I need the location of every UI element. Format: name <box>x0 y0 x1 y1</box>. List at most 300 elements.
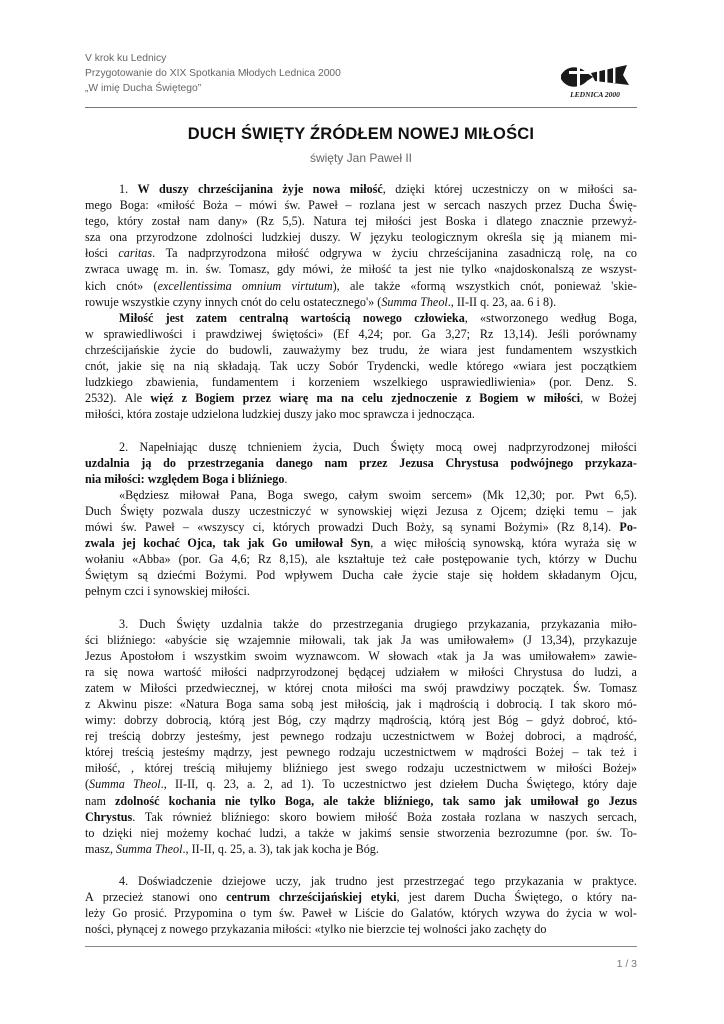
word: miłował <box>179 487 220 502</box>
word: Pana, <box>230 487 257 502</box>
word: ności, <box>85 922 114 937</box>
text-line <box>85 278 637 294</box>
word: o <box>571 890 578 905</box>
word: dobroci, <box>525 729 566 744</box>
word: umiłował <box>530 793 579 808</box>
header-divider <box>85 107 637 108</box>
word: ad <box>281 777 293 792</box>
word: są <box>137 568 148 583</box>
word: celu <box>279 294 301 309</box>
word: jak <box>504 793 522 808</box>
word: udziałem <box>395 664 440 679</box>
text-line <box>85 760 637 776</box>
word: swoim <box>254 648 287 663</box>
word: jakimś <box>359 825 392 840</box>
word: Jezus <box>608 793 637 808</box>
word: usprawiedliwienia» <box>440 375 536 390</box>
word: Bożej <box>485 729 514 744</box>
word: nowa <box>127 664 154 679</box>
word: nia <box>85 471 102 486</box>
word: zauważymy <box>282 342 341 357</box>
word: drugiego <box>414 616 458 631</box>
word: «tylko <box>314 922 346 937</box>
word: wszystkich <box>455 278 510 293</box>
word: fundamentem <box>211 375 279 390</box>
word: miłość <box>276 246 310 261</box>
word: się <box>150 359 165 374</box>
word: dlatego <box>496 214 533 229</box>
text-line <box>85 439 637 455</box>
word: jest <box>414 262 432 277</box>
word: znacznie <box>540 214 584 229</box>
word: q. <box>206 777 216 792</box>
word: nie <box>224 793 241 808</box>
word: duszę <box>208 439 237 454</box>
word: dobrzy <box>124 713 158 728</box>
word: Doświadczenie <box>137 874 213 889</box>
word: Go <box>112 906 128 921</box>
word: zatem <box>196 310 228 325</box>
word: przestrzegania <box>187 455 264 470</box>
word: tak <box>223 536 240 551</box>
word: chrześcijańskie <box>85 342 160 357</box>
word: ostatecznego'» <box>303 294 375 309</box>
word: ale <box>323 793 339 808</box>
text-line <box>85 712 637 728</box>
word: miłości: <box>272 922 312 937</box>
word: (por. <box>549 375 572 390</box>
word: kształtuje <box>337 552 385 567</box>
word: masz, <box>85 841 113 856</box>
word: (por. <box>178 552 202 567</box>
word: w <box>267 680 277 695</box>
word: «Natura <box>179 697 219 711</box>
word: nie <box>348 922 364 937</box>
word: czci <box>124 584 145 599</box>
word: Św. <box>573 680 591 695</box>
word: zwala <box>85 536 115 551</box>
word: wyznawcom. <box>295 648 360 663</box>
word: tych, <box>516 552 541 567</box>
word: II-II, <box>174 777 199 792</box>
word: (J <box>523 632 532 647</box>
word: jest <box>320 697 338 711</box>
word: wszystkim <box>194 648 247 663</box>
word: duszy <box>211 503 241 518</box>
word: dziejowe <box>222 874 266 889</box>
text-line <box>85 921 637 937</box>
word: darem <box>434 890 465 905</box>
word: Apostołom <box>119 648 174 663</box>
word: początkiem <box>580 359 637 374</box>
word: miłości <box>577 182 614 196</box>
word: rej <box>85 729 98 744</box>
word: – <box>526 713 533 728</box>
word: z <box>476 503 483 518</box>
word: porównamy <box>578 326 637 341</box>
word: który <box>117 214 144 229</box>
word: sama <box>258 697 284 711</box>
word: Duch <box>139 616 166 631</box>
word: kocha <box>311 841 341 856</box>
word: też <box>392 552 407 567</box>
word: uczestnictwem <box>383 745 457 760</box>
word: według <box>560 310 597 325</box>
word: – <box>345 198 352 213</box>
word: przecież <box>102 890 144 905</box>
word: chrześcijanina <box>198 182 273 196</box>
logo-caption: LEDNICA 2000 <box>570 90 620 99</box>
word: daje <box>616 777 637 792</box>
word: czyny <box>172 294 202 309</box>
word: także <box>273 616 299 631</box>
word: nią <box>193 359 209 374</box>
word: Boga <box>226 697 252 711</box>
text-line <box>85 793 637 809</box>
word: «stworzonego <box>480 310 549 325</box>
word: tak <box>587 745 603 760</box>
word: płynącej <box>116 922 158 937</box>
text-line <box>85 342 637 358</box>
word: rodzaju <box>335 729 372 744</box>
word: centrum <box>226 890 270 905</box>
word: przedwiecznej, <box>185 680 259 695</box>
word: sza <box>85 230 101 245</box>
word: zatem <box>85 680 114 695</box>
word: prawdziwy <box>455 680 510 695</box>
word: miłości, <box>85 407 124 422</box>
word: uczy, <box>275 874 301 889</box>
word: dziećmi <box>157 568 196 583</box>
word: uczestnictwem <box>454 761 527 776</box>
word: naszych <box>548 809 588 824</box>
word: całe <box>383 568 403 583</box>
word: w <box>591 391 601 406</box>
word: bliźniego: <box>107 632 156 647</box>
word: i <box>147 584 151 599</box>
word: stanowi <box>152 890 190 905</box>
word: Bogiem <box>479 391 519 406</box>
word: Bożymi» <box>504 519 549 534</box>
word: która <box>126 407 152 422</box>
word: Boska <box>445 214 476 229</box>
word: rolę, <box>571 246 594 261</box>
paragraph-gap <box>85 599 637 615</box>
word: miłowali, <box>299 632 346 647</box>
word: uczestnictwo <box>343 777 407 792</box>
word: nowa <box>312 182 341 196</box>
word: bowiem <box>316 809 356 824</box>
word: nadprzyrodzona <box>188 246 267 261</box>
word: i <box>484 214 488 229</box>
word: tylko <box>461 262 487 277</box>
word: wzywa <box>505 906 540 921</box>
word: więzi <box>401 503 428 518</box>
text-line <box>85 551 637 567</box>
word: o <box>239 906 246 921</box>
word: dobrocią. <box>496 697 543 711</box>
word: się <box>104 664 118 679</box>
text-line <box>85 889 637 905</box>
word: swój <box>424 680 448 695</box>
word: mądrością, <box>378 713 432 728</box>
word: Pwt <box>585 487 605 502</box>
word: św. <box>284 198 301 213</box>
word: miło- <box>610 616 637 631</box>
word: 4,6; <box>231 552 250 567</box>
word: Ojca, <box>187 536 216 551</box>
word: synowskiej <box>153 584 209 599</box>
word: 6,5). <box>614 487 637 502</box>
word: (Mk <box>482 487 504 502</box>
word: bezrozumne <box>498 825 558 840</box>
word: virtutum), <box>291 278 340 293</box>
word: w <box>427 198 437 213</box>
word: wol- <box>614 906 637 921</box>
word: na- <box>621 890 637 905</box>
word: centralną <box>239 310 289 325</box>
word: skoro <box>279 809 307 824</box>
word: łości <box>85 246 108 261</box>
word: wartością <box>300 310 351 325</box>
word: samo <box>468 793 496 808</box>
word: Święty <box>390 439 425 454</box>
word: – <box>572 745 579 760</box>
word: także <box>308 825 334 840</box>
word: w <box>530 809 540 824</box>
text-line <box>85 728 637 744</box>
text-line <box>85 229 637 245</box>
word: nadprzyrodzonej <box>508 439 590 454</box>
word: postępowanie <box>442 552 509 567</box>
word: przestrzegać <box>403 874 465 889</box>
word: uczestnictwem <box>382 729 455 744</box>
word: miłości <box>601 439 637 454</box>
word: przez <box>242 391 271 406</box>
word: a. <box>248 841 257 856</box>
word: 3,27; <box>445 326 471 341</box>
text-line <box>85 535 637 551</box>
word: umiłowałem» <box>529 648 597 663</box>
word: przykazania <box>504 874 564 889</box>
word: że <box>418 342 430 357</box>
word: 2. <box>119 439 129 454</box>
word: w <box>465 729 475 744</box>
word: miłość, <box>85 761 121 776</box>
word: jest <box>554 359 572 374</box>
word: na <box>340 391 354 406</box>
word: którą <box>439 713 465 728</box>
word: II-II <box>456 294 478 309</box>
word: jest <box>402 198 420 213</box>
word: pełnym <box>85 584 122 599</box>
text-line <box>85 471 637 487</box>
word: fundamentem <box>505 342 573 357</box>
word: Boga: <box>119 198 149 213</box>
word: rodzaju <box>338 745 376 760</box>
word: mówi <box>85 519 113 534</box>
word: z <box>85 697 91 711</box>
word: 4,24; <box>358 326 384 341</box>
page-number: 1 / 3 <box>616 958 637 970</box>
word: was <box>419 632 439 647</box>
word: dobroć, <box>572 713 610 728</box>
word: bierzcie <box>366 922 406 937</box>
word: 'skie- <box>611 278 637 293</box>
word: jest <box>473 713 490 728</box>
word: których <box>272 519 310 534</box>
word: Bogiem <box>195 391 235 406</box>
word: 1). <box>300 777 314 792</box>
text-line <box>85 390 637 406</box>
word: mi- <box>619 230 637 245</box>
word: Chrystusa <box>513 664 563 679</box>
word: uzdalnia <box>221 616 263 631</box>
word: ra <box>85 664 95 679</box>
paragraph-gap <box>85 857 637 873</box>
word: cnota <box>321 680 348 695</box>
word: (excellentissima <box>153 278 232 293</box>
word: W <box>368 648 380 663</box>
word: gdyż <box>540 713 565 728</box>
header-occasion: Przygotowanie do XIX Spotkania Młodych Lednica 2000 <box>85 68 341 79</box>
word: Miłość <box>119 310 154 325</box>
word: q. <box>480 294 490 309</box>
word: bliźniego <box>282 761 328 776</box>
word: Świętym <box>85 568 129 583</box>
word: swoim <box>388 487 422 502</box>
word: (Summa <box>377 294 418 309</box>
word: swego <box>365 761 397 776</box>
word: ludzi, <box>259 825 287 840</box>
word: cnót <box>240 294 262 309</box>
word: zostaje <box>154 407 189 422</box>
word: w <box>587 552 597 567</box>
word: tak <box>560 697 576 711</box>
word: św. <box>120 519 137 534</box>
word: ze <box>581 262 593 277</box>
word: Tomasz, <box>228 262 270 277</box>
word: wiara <box>440 342 468 357</box>
paragraph-gap <box>85 422 637 438</box>
word: św. <box>205 262 222 277</box>
word: których <box>461 906 499 921</box>
word: jest <box>376 874 394 889</box>
word: mó- <box>617 697 637 711</box>
word: jak <box>310 874 326 889</box>
word: wszystkich <box>583 342 637 357</box>
word: go <box>587 793 600 808</box>
word: – <box>235 198 242 213</box>
word: do <box>391 906 404 921</box>
word: uwagę <box>126 262 159 277</box>
word: życia, <box>313 439 342 454</box>
word: temu <box>573 503 599 518</box>
word: (por. <box>565 825 589 840</box>
word: wimy: <box>85 713 117 728</box>
word: Theol., <box>133 777 167 792</box>
word: cnót» <box>116 278 144 293</box>
word: gdy <box>276 262 296 277</box>
word: bliźniego. <box>237 471 288 486</box>
word: tej <box>354 214 368 229</box>
word: owej <box>473 439 497 454</box>
word: do <box>534 922 547 937</box>
word: synowskiej <box>337 503 393 518</box>
word: jej <box>122 536 136 551</box>
word: jednocząca. <box>417 407 475 422</box>
text-line <box>85 744 637 760</box>
word: sercach, <box>597 809 637 824</box>
word: i <box>633 745 637 760</box>
word: której <box>85 745 114 760</box>
word: a <box>294 825 301 840</box>
word: S. <box>627 375 637 390</box>
word: ponieważ <box>554 278 601 293</box>
word: miłością, <box>344 697 389 711</box>
word: w <box>319 503 329 518</box>
word: się <box>606 536 621 551</box>
header-series: V krok ku Lednicy <box>85 53 167 64</box>
word: sprawcza <box>363 407 409 422</box>
word: Denz. <box>585 375 614 390</box>
word: Go <box>271 536 288 551</box>
word: w <box>449 664 459 679</box>
word: innych <box>204 294 238 309</box>
word: miłości, <box>543 391 584 406</box>
word: że <box>340 262 352 277</box>
page-author: święty Jan Paweł II <box>309 151 413 165</box>
word: wzajemnie <box>237 632 291 647</box>
header-motto: „W imię Ducha Świętego” <box>85 83 202 94</box>
word: 8,15), <box>279 552 308 567</box>
word: stworzenia <box>437 825 490 840</box>
word: dobrocią, <box>166 713 212 728</box>
word: wszystkie <box>121 294 170 309</box>
word: Duch <box>353 439 380 454</box>
word: – <box>182 519 189 534</box>
word: 25, <box>230 841 246 856</box>
word: w <box>536 761 546 776</box>
text-line <box>85 567 637 583</box>
word: też <box>610 745 625 760</box>
word: bliźniego, <box>383 793 434 808</box>
word: uczestniczyć <box>249 503 312 518</box>
word: żyje <box>282 182 304 196</box>
text-line <box>85 696 637 712</box>
word: Galatów, <box>410 906 455 921</box>
word: pozwala <box>162 503 204 518</box>
word: ludzkiej <box>261 230 301 245</box>
word: m. <box>165 262 179 277</box>
word: miłości <box>375 214 412 229</box>
word: uzdalnia <box>85 455 130 470</box>
word: której <box>284 680 314 695</box>
word: wedle <box>428 359 458 374</box>
word: Ducha <box>486 777 519 792</box>
word: to <box>85 825 95 840</box>
word: I <box>549 697 554 711</box>
word: «formą <box>410 278 446 293</box>
word: trudno <box>335 874 368 889</box>
word: w <box>526 391 536 406</box>
word: tej <box>408 922 421 937</box>
word: tego, <box>85 214 109 229</box>
word: Bóg, <box>277 713 302 728</box>
word: A <box>85 890 94 905</box>
word: dany» <box>218 214 248 229</box>
word: jest <box>408 890 426 905</box>
